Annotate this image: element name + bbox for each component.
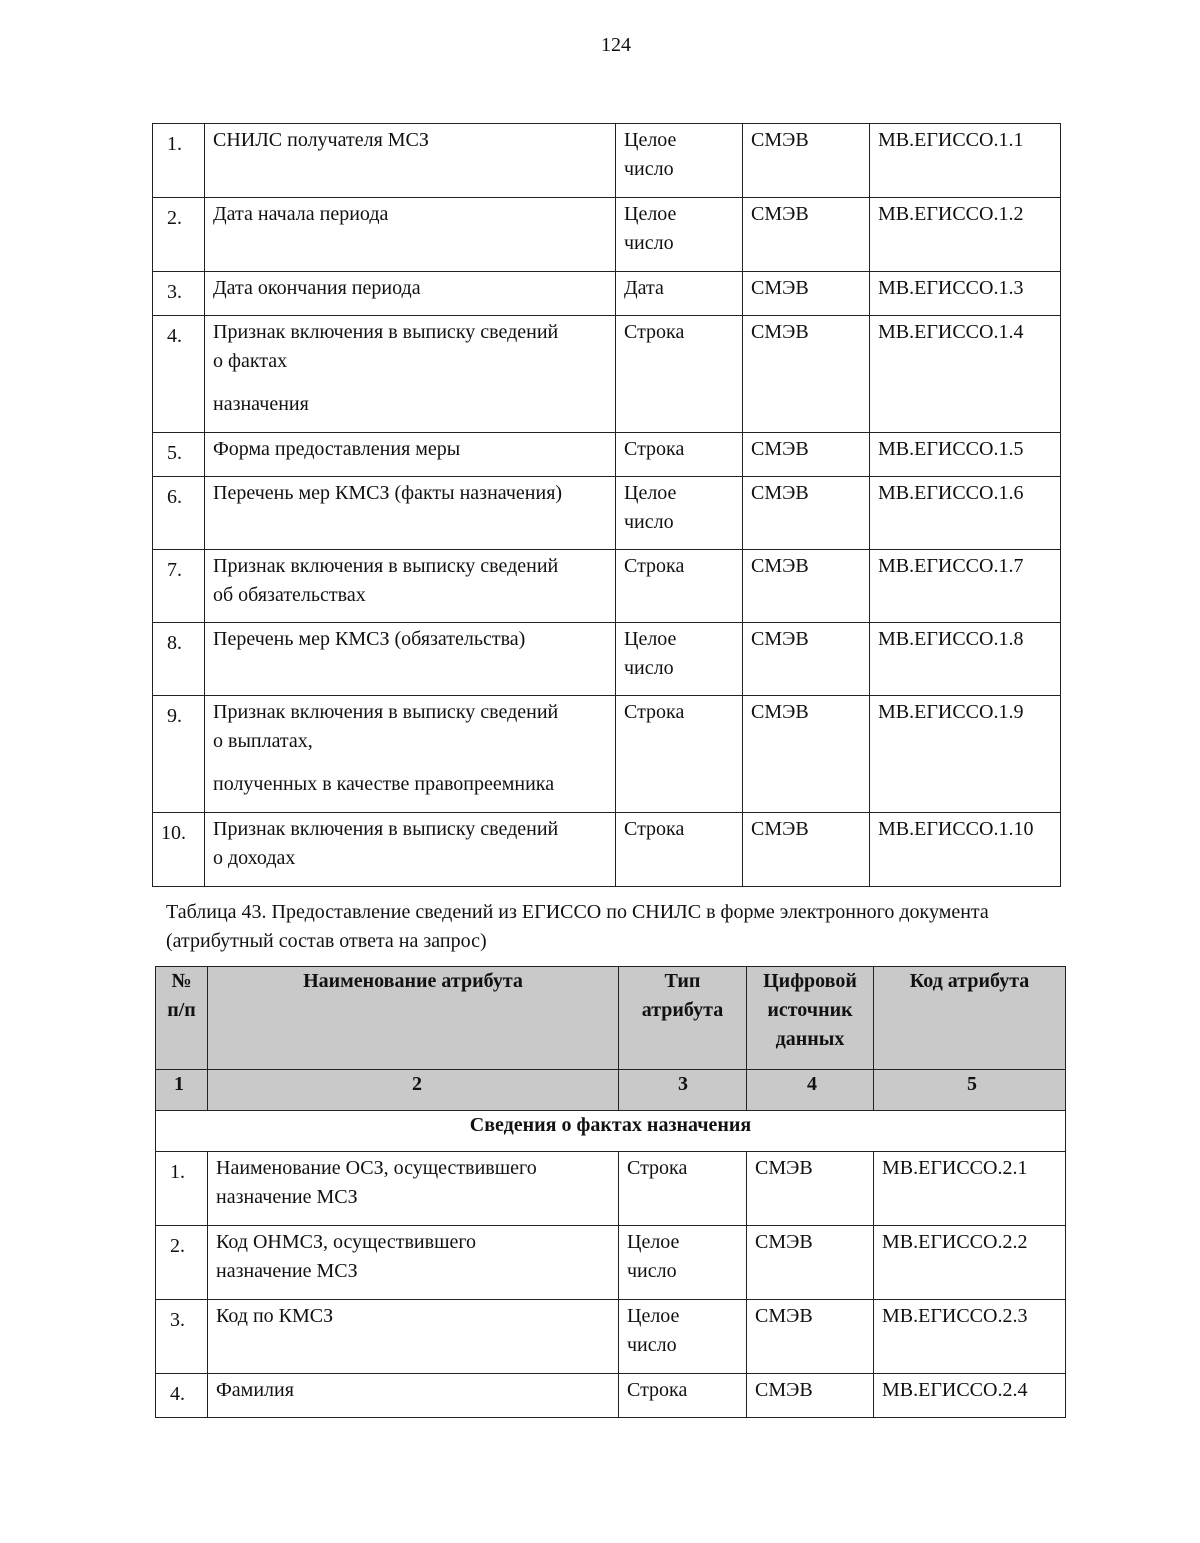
attribute-type — [619, 1374, 747, 1418]
attribute-type-line: Строка — [624, 555, 685, 577]
data-source: СМЭВ — [743, 124, 870, 198]
data-source: СМЭВ — [743, 696, 870, 813]
data-source: СМЭВ — [743, 316, 870, 433]
attribute-type — [616, 477, 743, 550]
data-source: СМЭВ — [743, 813, 870, 887]
attribute-name-line: назначение МСЗ — [216, 1186, 358, 1208]
attribute-name-line: Дата окончания периода — [213, 277, 421, 299]
attribute-code: МВ.ЕГИССО.1.7 — [870, 550, 1061, 623]
attribute-type-line: Целое — [627, 1305, 680, 1327]
attribute-type — [616, 550, 743, 623]
attribute-type-line: Строка — [624, 818, 685, 840]
attribute-type-line: Строка — [627, 1379, 688, 1401]
attribute-type — [616, 433, 743, 477]
attribute-name — [205, 198, 616, 272]
attribute-type-line: Целое — [624, 129, 677, 151]
row-number: 4. — [153, 316, 205, 433]
attribute-name — [205, 696, 616, 813]
data-source: СМЭВ — [743, 623, 870, 696]
attribute-type — [616, 272, 743, 316]
attribute-name-line: СНИЛС получателя МСЗ — [213, 129, 429, 151]
attribute-code: МВ.ЕГИССО.1.1 — [870, 124, 1061, 198]
attribute-name-line: Признак включения в выписку сведений — [213, 818, 559, 840]
data-source: СМЭВ — [743, 433, 870, 477]
column-index: 4 — [747, 1070, 874, 1111]
attributes-table-body — [153, 124, 1061, 887]
row-number: 4. — [156, 1374, 208, 1418]
attribute-type — [616, 124, 743, 198]
attribute-name — [208, 1374, 619, 1418]
attribute-name — [205, 623, 616, 696]
attribute-name-line: о доходах — [213, 847, 296, 869]
row-number: 6. — [153, 477, 205, 550]
attribute-code: МВ.ЕГИССО.2.3 — [874, 1300, 1066, 1374]
attribute-name-line: об обязательствах — [213, 584, 366, 606]
attribute-name — [205, 550, 616, 623]
table-row — [153, 272, 1061, 316]
attribute-name — [208, 1300, 619, 1374]
attribute-name-line: Наименование ОСЗ, осуществившего — [216, 1157, 537, 1179]
row-number: 8. — [153, 623, 205, 696]
attribute-name-line: Признак включения в выписку сведений — [213, 321, 559, 343]
column-index: 5 — [874, 1070, 1066, 1111]
data-source: СМЭВ — [747, 1226, 874, 1300]
attribute-name — [205, 477, 616, 550]
attribute-name-line: Признак включения в выписку сведений — [213, 701, 559, 723]
attribute-type-line: число — [624, 232, 674, 254]
section-title: Сведения о фактах назначения — [156, 1111, 1066, 1152]
header-source-line: данных — [775, 1028, 845, 1050]
attribute-type — [616, 623, 743, 696]
attribute-type — [616, 813, 743, 887]
attribute-type-line: число — [624, 158, 674, 180]
column-index-row — [156, 1070, 1066, 1111]
attributes-table-continued — [152, 123, 1061, 887]
table-row — [153, 124, 1061, 198]
attribute-name-line: Перечень мер КМСЗ (факты назначения) — [213, 482, 563, 504]
attribute-name-line: Код ОНМСЗ, осуществившего — [216, 1231, 477, 1253]
table-row — [156, 1374, 1066, 1418]
attribute-type-line: Целое — [624, 482, 677, 504]
section-row — [156, 1111, 1066, 1152]
data-source: СМЭВ — [747, 1152, 874, 1226]
attribute-type — [616, 696, 743, 813]
attribute-name-line: Признак включения в выписку сведений — [213, 555, 559, 577]
attribute-type — [619, 1300, 747, 1374]
attribute-name-line: о фактах — [213, 350, 288, 372]
attribute-type-line: число — [627, 1260, 677, 1282]
attribute-code: МВ.ЕГИССО.2.1 — [874, 1152, 1066, 1226]
attributes-table-body — [156, 1111, 1066, 1418]
attribute-name-line: Код по КМСЗ — [216, 1305, 334, 1327]
header-name: Наименование атрибута — [208, 967, 619, 1070]
row-number: 9. — [153, 696, 205, 813]
header-num-line: п/п — [167, 999, 196, 1021]
page-number: 124 — [601, 34, 631, 56]
attribute-name-line: Форма предоставления меры — [213, 438, 461, 460]
attribute-name — [205, 124, 616, 198]
attribute-code: МВ.ЕГИССО.1.5 — [870, 433, 1061, 477]
attribute-code: МВ.ЕГИССО.1.9 — [870, 696, 1061, 813]
attribute-name-line: полученных в качестве правопреемника — [213, 773, 555, 795]
attribute-type-line: Строка — [624, 321, 685, 343]
attribute-type — [616, 198, 743, 272]
attribute-type-line: Целое — [627, 1231, 680, 1253]
attribute-code: МВ.ЕГИССО.2.4 — [874, 1374, 1066, 1418]
attribute-type-line: Целое — [624, 628, 677, 650]
data-source: СМЭВ — [747, 1300, 874, 1374]
attribute-type — [619, 1226, 747, 1300]
attribute-code: МВ.ЕГИССО.1.2 — [870, 198, 1061, 272]
row-number: 5. — [153, 433, 205, 477]
table-row — [153, 316, 1061, 433]
attribute-name-line: Дата начала периода — [213, 203, 389, 225]
header-type — [619, 967, 747, 1070]
attribute-type — [616, 316, 743, 433]
attribute-type-line: Дата — [624, 277, 664, 299]
row-number: 7. — [153, 550, 205, 623]
table-row — [156, 1300, 1066, 1374]
table-caption: Таблица 43. Предоставление сведений из ЕГИССО по СНИЛС в форме электронного документа (атрибутный состав ответа на запрос) — [166, 901, 989, 952]
header-type-line: Тип — [664, 970, 701, 992]
table-row — [153, 696, 1061, 813]
attribute-name — [205, 272, 616, 316]
attribute-code: МВ.ЕГИССО.1.6 — [870, 477, 1061, 550]
column-index: 3 — [619, 1070, 747, 1111]
header-source-line: Цифровой — [763, 970, 857, 992]
header-num-line: № — [171, 970, 192, 992]
attribute-type — [619, 1152, 747, 1226]
table-row — [153, 550, 1061, 623]
attribute-code: МВ.ЕГИССО.1.8 — [870, 623, 1061, 696]
attribute-type-line: Строка — [624, 701, 685, 723]
row-number: 2. — [156, 1226, 208, 1300]
data-source: СМЭВ — [743, 477, 870, 550]
row-number: 2. — [153, 198, 205, 272]
data-source: СМЭВ — [743, 198, 870, 272]
attribute-type-line: Строка — [624, 438, 685, 460]
table-row — [153, 477, 1061, 550]
attribute-type-line: Строка — [627, 1157, 688, 1179]
attribute-name-line: Перечень мер КМСЗ (обязательства) — [213, 628, 526, 650]
attribute-name — [208, 1152, 619, 1226]
table-row — [153, 623, 1061, 696]
attribute-code: МВ.ЕГИССО.2.2 — [874, 1226, 1066, 1300]
row-number: 10. — [153, 813, 205, 887]
header-code: Код атрибута — [874, 967, 1066, 1070]
attribute-name — [205, 316, 616, 433]
table-row — [156, 1226, 1066, 1300]
attribute-name — [208, 1226, 619, 1300]
table-row — [153, 433, 1061, 477]
attribute-type-line: число — [624, 511, 674, 533]
column-index: 1 — [156, 1070, 208, 1111]
attributes-table-43 — [155, 966, 1066, 1418]
attribute-name-line: о выплатах, — [213, 730, 313, 752]
header-type-line: атрибута — [641, 999, 724, 1021]
attribute-code: МВ.ЕГИССО.1.10 — [870, 813, 1061, 887]
column-index: 2 — [208, 1070, 619, 1111]
row-number: 3. — [156, 1300, 208, 1374]
data-source: СМЭВ — [743, 272, 870, 316]
table-row — [156, 1152, 1066, 1226]
table-row — [153, 198, 1061, 272]
header-source — [747, 967, 874, 1070]
attribute-type-line: Целое — [624, 203, 677, 225]
table-row — [153, 813, 1061, 887]
attribute-code: МВ.ЕГИССО.1.3 — [870, 272, 1061, 316]
attribute-type-line: число — [627, 1334, 677, 1356]
attribute-type-line: число — [624, 657, 674, 679]
attribute-name — [205, 433, 616, 477]
row-number: 1. — [156, 1152, 208, 1226]
table-header-row — [156, 967, 1066, 1070]
attribute-name-line: Фамилия — [216, 1379, 294, 1401]
header-num — [156, 967, 208, 1070]
header-source-line: источник — [767, 999, 853, 1021]
data-source: СМЭВ — [743, 550, 870, 623]
row-number: 3. — [153, 272, 205, 316]
data-source: СМЭВ — [747, 1374, 874, 1418]
attribute-name-line: назначение МСЗ — [216, 1260, 358, 1282]
row-number: 1. — [153, 124, 205, 198]
attribute-code: МВ.ЕГИССО.1.4 — [870, 316, 1061, 433]
attribute-name — [205, 813, 616, 887]
attribute-name-line: назначения — [213, 393, 309, 415]
